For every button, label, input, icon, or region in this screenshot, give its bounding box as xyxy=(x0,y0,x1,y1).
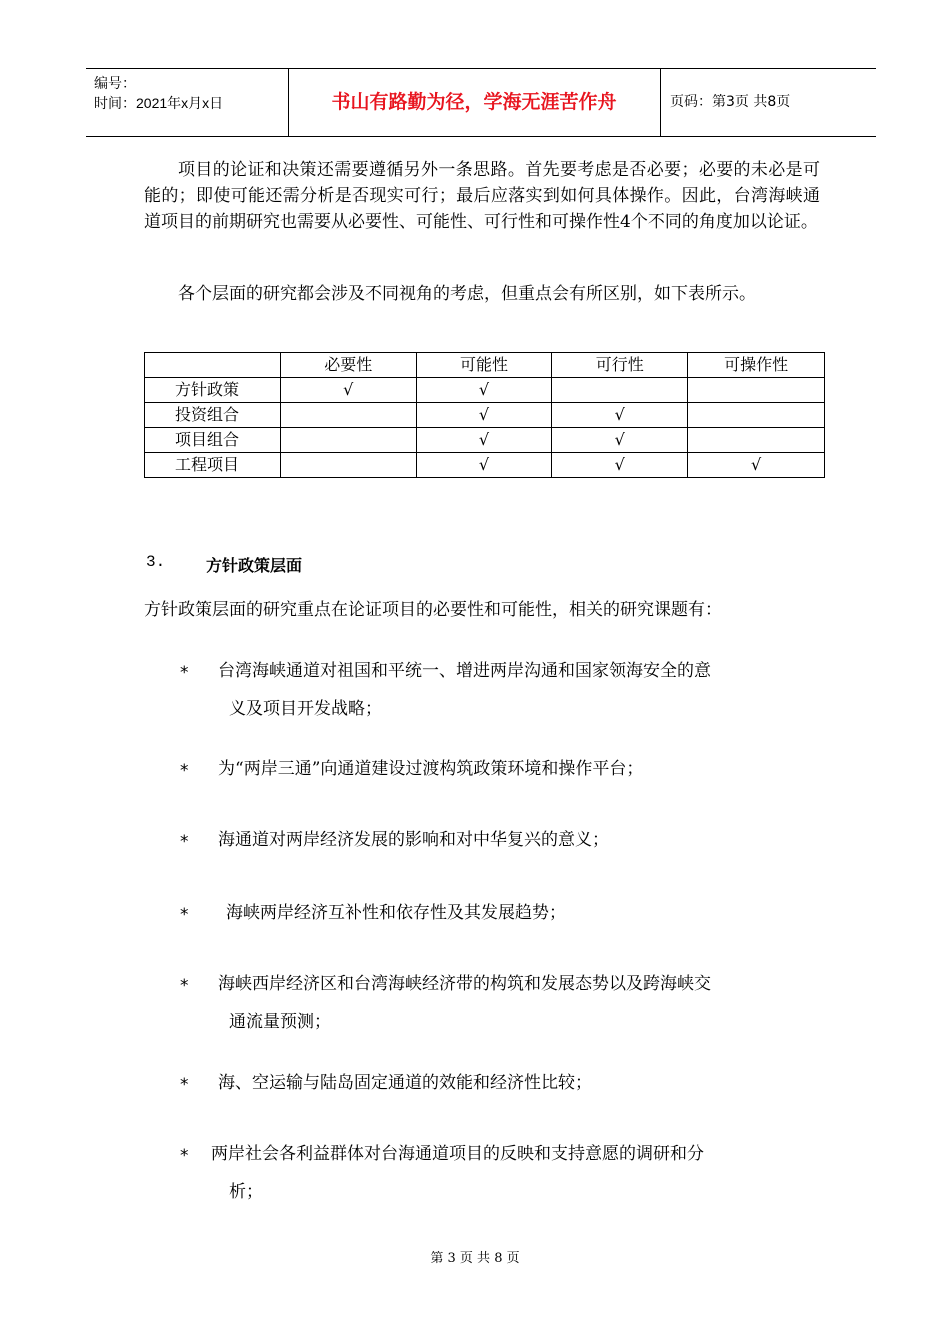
section-intro: 方针政策层面的研究重点在论证项目的必要性和可能性，相关的研究课题有： xyxy=(144,600,722,620)
header-meta xyxy=(94,73,223,113)
table-header-row xyxy=(145,353,825,378)
list-item xyxy=(180,1064,820,1102)
list-item-text: 海峡两岸经济互补性和依存性及其发展趋势； xyxy=(226,903,566,923)
document-number-label: 编号： xyxy=(94,75,136,91)
table-row-label: 方针政策 xyxy=(145,378,281,403)
list-item xyxy=(180,652,820,728)
document-time-label: 时间：2021年x月x日 xyxy=(94,95,224,111)
list-item-text-continued: 义及项目开发战略； xyxy=(229,699,382,719)
table-cell: √ xyxy=(552,428,688,453)
list-item-text-continued: 通流量预测； xyxy=(229,1012,331,1032)
table-header-cell: 可操作性 xyxy=(688,353,825,378)
list-item-text: 海、空运输与陆岛固定通道的效能和经济性比较； xyxy=(218,1073,592,1093)
table-cell xyxy=(688,378,825,403)
bullet-marker: * xyxy=(180,663,189,683)
list-item-text: 两岸社会各利益群体对台海通道项目的反映和支持意愿的调研和分 xyxy=(211,1144,704,1164)
table-cell: √ xyxy=(688,453,825,478)
list-item-text: 为“两岸三通”向通道建设过渡构筑政策环境和操作平台； xyxy=(218,759,644,779)
comparison-table xyxy=(144,352,825,478)
table-row-label: 工程项目 xyxy=(145,453,281,478)
table-cell: √ xyxy=(416,453,552,478)
list-item xyxy=(180,750,820,788)
table-cell xyxy=(688,403,825,428)
table-cell xyxy=(280,403,416,428)
table-header-cell: 可能性 xyxy=(416,353,552,378)
table-cell: √ xyxy=(416,428,552,453)
table-cell xyxy=(552,378,688,403)
table-header-cell xyxy=(145,353,281,378)
list-item-text: 海通道对两岸经济发展的影响和对中华复兴的意义； xyxy=(218,830,609,850)
page-header xyxy=(86,68,876,137)
list-item xyxy=(180,1135,820,1211)
list-item xyxy=(180,821,820,859)
list-item-text-continued: 析； xyxy=(229,1182,263,1202)
bullet-marker: * xyxy=(180,905,189,925)
table-cell xyxy=(688,428,825,453)
bullet-marker: * xyxy=(180,1075,189,1095)
bullet-marker: * xyxy=(180,976,189,996)
bullet-marker: * xyxy=(180,1146,189,1166)
table-header-cell: 可行性 xyxy=(552,353,688,378)
table-row xyxy=(145,428,825,453)
section-number: 3. xyxy=(146,553,166,571)
table-row xyxy=(145,403,825,428)
section-title: 方针政策层面 xyxy=(206,556,303,575)
body-paragraph: 各个层面的研究都会涉及不同视角的考虑，但重点会有所区别，如下表所示。 xyxy=(178,284,756,304)
table-cell: √ xyxy=(552,403,688,428)
table-cell: √ xyxy=(280,378,416,403)
header-page-number: 页码：第3页 共8页 xyxy=(670,94,791,110)
list-item xyxy=(180,965,820,1041)
bullet-marker: * xyxy=(180,832,189,852)
header-divider xyxy=(660,69,661,136)
page-footer: 第 3 页 共 8 页 xyxy=(430,1251,520,1266)
table-cell: √ xyxy=(416,403,552,428)
bullet-marker: * xyxy=(180,761,189,781)
list-item-text: 台湾海峡通道对祖国和平统一、增进两岸沟通和国家领海安全的意 xyxy=(218,661,711,681)
table-cell: √ xyxy=(552,453,688,478)
table-row xyxy=(145,378,825,403)
header-motto: 书山有路勤为径，学海无涯苦作舟 xyxy=(331,91,617,113)
table-row xyxy=(145,453,825,478)
list-item xyxy=(180,894,820,932)
body-paragraph: 项目的论证和决策还需要遵循另外一条思路。首先要考虑是否必要；必要的未必是可能的；即使可能还需分析是否现实可行；最后应落实到如何具体操作。因此，台湾海峡通道项目的前期研究也需要从必要性、可能性、可行性和可操作性4个不同的角度加以论证。 xyxy=(144,160,820,232)
table-row-label: 项目组合 xyxy=(145,428,281,453)
table-header-cell: 必要性 xyxy=(280,353,416,378)
table-row-label: 投资组合 xyxy=(145,403,281,428)
list-item-text: 海峡西岸经济区和台湾海峡经济带的构筑和发展态势以及跨海峡交 xyxy=(218,974,711,994)
table-cell xyxy=(280,453,416,478)
table-cell xyxy=(280,428,416,453)
table-cell: √ xyxy=(416,378,552,403)
